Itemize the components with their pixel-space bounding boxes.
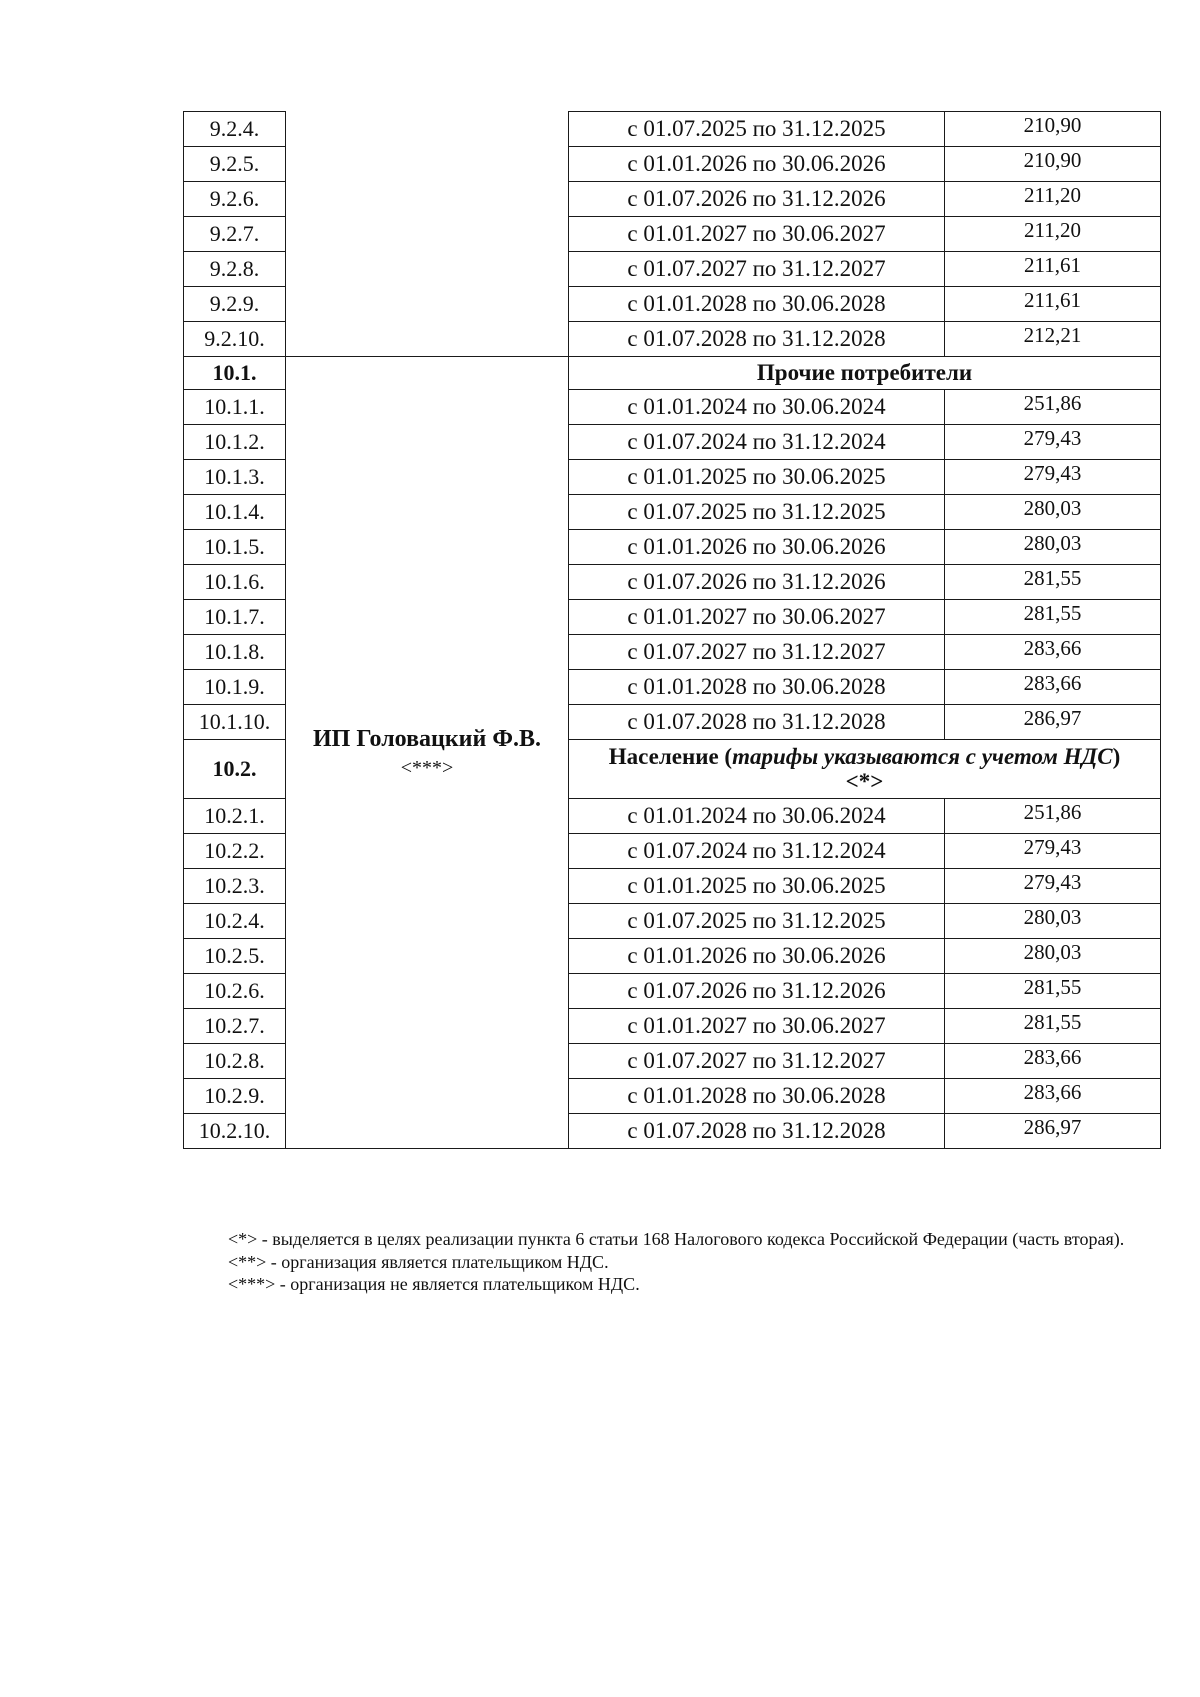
tariff-value: 280,03 [945, 939, 1161, 974]
tariff-value: 251,86 [945, 390, 1161, 425]
footnote-1: <*> - выделяется в целях реализации пункта 6 статьи 168 Налогового кодекса Российской Федерации (часть вторая). [228, 1229, 1125, 1249]
tariff-value: 283,66 [945, 1044, 1161, 1079]
period-cell: с 01.07.2026 по 31.12.2026 [569, 565, 945, 600]
tariff-table [183, 111, 1161, 1149]
heading-footnote-mark: <*> [845, 769, 884, 794]
tariff-value: 210,90 [945, 112, 1161, 147]
row-number: 10.2.2. [184, 834, 286, 869]
row-number: 10.2.9. [184, 1079, 286, 1114]
row-number: 10.1.1. [184, 390, 286, 425]
period-cell: с 01.01.2028 по 30.06.2028 [569, 287, 945, 322]
tariff-value: 283,66 [945, 670, 1161, 705]
period-cell: с 01.01.2027 по 30.06.2027 [569, 600, 945, 635]
row-number: 10.1.8. [184, 635, 286, 670]
row-number: 10.1.4. [184, 495, 286, 530]
row-number: 10.2.3. [184, 869, 286, 904]
row-number: 9.2.5. [184, 147, 286, 182]
period-cell: с 01.01.2026 по 30.06.2026 [569, 939, 945, 974]
tariff-value: 281,55 [945, 1009, 1161, 1044]
footnotes [173, 1228, 1133, 1296]
period-cell: с 01.01.2028 по 30.06.2028 [569, 1079, 945, 1114]
section-heading: Прочие потребители [569, 357, 1161, 390]
period-cell: с 01.07.2028 по 31.12.2028 [569, 705, 945, 740]
period-cell: с 01.07.2027 по 31.12.2027 [569, 1044, 945, 1079]
tariff-value: 281,55 [945, 600, 1161, 635]
period-cell: с 01.01.2024 по 30.06.2024 [569, 390, 945, 425]
row-number: 10.2.4. [184, 904, 286, 939]
period-cell: с 01.07.2026 по 31.12.2026 [569, 974, 945, 1009]
table-row [184, 112, 1161, 147]
period-cell: с 01.01.2027 по 30.06.2027 [569, 1009, 945, 1044]
heading-text: Население ( [608, 743, 733, 769]
tariff-value: 211,61 [945, 252, 1161, 287]
section-heading [569, 740, 1161, 799]
row-number: 9.2.10. [184, 322, 286, 357]
tariff-value: 211,20 [945, 182, 1161, 217]
row-number: 9.2.9. [184, 287, 286, 322]
period-cell: с 01.01.2024 по 30.06.2024 [569, 799, 945, 834]
row-number: 10.2.10. [184, 1114, 286, 1149]
period-cell: с 01.01.2025 по 30.06.2025 [569, 869, 945, 904]
tariff-value: 211,20 [945, 217, 1161, 252]
row-number: 10.2.6. [184, 974, 286, 1009]
tariff-value: 211,61 [945, 287, 1161, 322]
organization-name: ИП Головацкий Ф.В. [313, 726, 541, 753]
tariff-value: 210,90 [945, 147, 1161, 182]
tariff-value: 279,43 [945, 425, 1161, 460]
row-number: 10.2.1. [184, 799, 286, 834]
organization-vat-mark: <***> [400, 756, 454, 779]
tariff-value: 280,03 [945, 530, 1161, 565]
period-cell: с 01.01.2028 по 30.06.2028 [569, 670, 945, 705]
tariff-value: 280,03 [945, 904, 1161, 939]
row-number: 9.2.8. [184, 252, 286, 287]
period-cell: с 01.07.2026 по 31.12.2026 [569, 182, 945, 217]
tariff-value: 279,43 [945, 460, 1161, 495]
row-number: 10.2.7. [184, 1009, 286, 1044]
row-number: 9.2.4. [184, 112, 286, 147]
period-cell: с 01.07.2025 по 31.12.2025 [569, 904, 945, 939]
tariff-value: 251,86 [945, 799, 1161, 834]
row-number: 10.1.2. [184, 425, 286, 460]
period-cell: с 01.07.2028 по 31.12.2028 [569, 322, 945, 357]
tariff-value: 281,55 [945, 565, 1161, 600]
section-number: 10.1. [184, 357, 286, 390]
row-number: 10.1.7. [184, 600, 286, 635]
tariff-table-body [184, 112, 1161, 1149]
heading-close: ) [1112, 743, 1121, 769]
tariff-value: 283,66 [945, 635, 1161, 670]
tariff-value: 279,43 [945, 834, 1161, 869]
tariff-value: 283,66 [945, 1079, 1161, 1114]
row-number: 10.1.9. [184, 670, 286, 705]
period-cell: с 01.07.2027 по 31.12.2027 [569, 252, 945, 287]
footnote-3: <***> - организация не является плательщиком НДС. [228, 1274, 640, 1294]
period-cell: с 01.07.2024 по 31.12.2024 [569, 425, 945, 460]
organization-cell-continued [286, 112, 569, 357]
period-cell: с 01.07.2027 по 31.12.2027 [569, 635, 945, 670]
tariff-value: 280,03 [945, 495, 1161, 530]
tariff-value: 286,97 [945, 705, 1161, 740]
section-row [184, 357, 1161, 390]
period-cell: с 01.07.2025 по 31.12.2025 [569, 112, 945, 147]
row-number: 10.1.5. [184, 530, 286, 565]
period-cell: с 01.07.2025 по 31.12.2025 [569, 495, 945, 530]
row-number: 10.2.5. [184, 939, 286, 974]
row-number: 10.1.3. [184, 460, 286, 495]
period-cell: с 01.01.2026 по 30.06.2026 [569, 530, 945, 565]
footnote-2: <**> - организация является плательщиком НДС. [228, 1251, 609, 1272]
period-cell: с 01.01.2026 по 30.06.2026 [569, 147, 945, 182]
tariff-value: 279,43 [945, 869, 1161, 904]
section-heading-line [569, 744, 1160, 769]
tariff-value: 281,55 [945, 974, 1161, 1009]
section-number: 10.2. [184, 740, 286, 799]
period-cell: с 01.01.2025 по 30.06.2025 [569, 460, 945, 495]
period-cell: с 01.07.2024 по 31.12.2024 [569, 834, 945, 869]
period-cell: с 01.01.2027 по 30.06.2027 [569, 217, 945, 252]
heading-note: тарифы указываются с учетом НДС [732, 743, 1113, 769]
row-number: 10.2.8. [184, 1044, 286, 1079]
tariff-value: 212,21 [945, 322, 1161, 357]
row-number: 10.1.10. [184, 705, 286, 740]
row-number: 9.2.6. [184, 182, 286, 217]
tariff-value: 286,97 [945, 1114, 1161, 1149]
row-number: 10.1.6. [184, 565, 286, 600]
row-number: 9.2.7. [184, 217, 286, 252]
period-cell: с 01.07.2028 по 31.12.2028 [569, 1114, 945, 1149]
organization-cell [286, 357, 569, 1149]
